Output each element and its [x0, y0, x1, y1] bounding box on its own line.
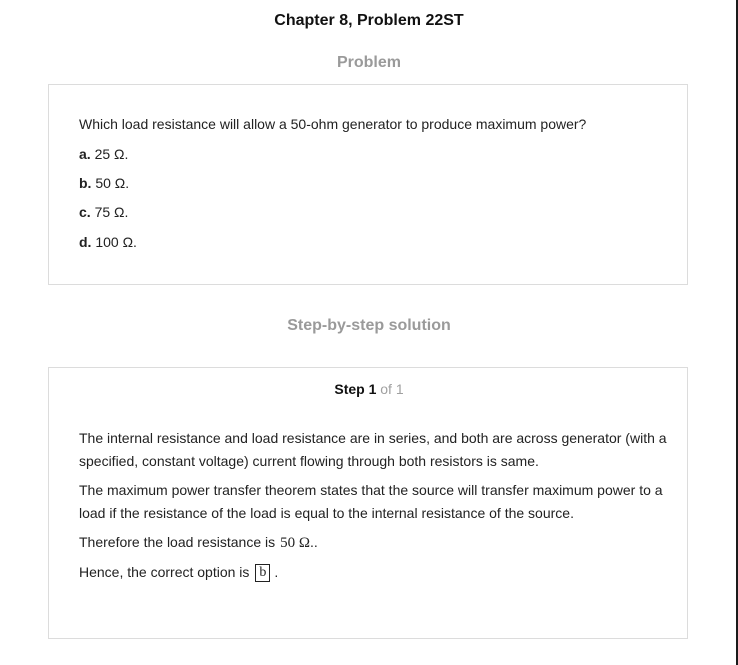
step-count: of 1	[380, 381, 404, 397]
answer-box: b	[255, 564, 270, 582]
option-text: 75 Ω.	[94, 204, 129, 220]
problem-heading: Problem	[336, 54, 401, 71]
load-resistance-value: 50 Ω	[280, 535, 311, 551]
step-label: Step 1	[334, 381, 377, 397]
hence-line	[79, 561, 669, 584]
therefore-line	[79, 531, 669, 555]
option-letter: d.	[79, 234, 92, 250]
option-text: 100 Ω.	[95, 234, 137, 250]
option-letter: a.	[79, 146, 91, 162]
solution-heading: Step-by-step solution	[287, 317, 451, 334]
therefore-suffix: ..	[310, 534, 318, 550]
solution-paragraph: The maximum power transfer theorem states that the source will transfer maximum power to a load if the resistance of the load is equal to the internal resistance of the source.	[79, 482, 663, 521]
step-header	[49, 381, 689, 397]
question-text: Which load resistance will allow a 50-ohm generator to produce maximum power?	[79, 116, 587, 132]
option-text: 50 Ω.	[95, 175, 130, 191]
option-text: 25 Ω.	[94, 146, 129, 162]
option-b	[79, 175, 129, 191]
option-letter: b.	[79, 175, 92, 191]
hence-suffix: .	[274, 564, 279, 580]
option-c	[79, 204, 128, 220]
solution-paragraph: The internal resistance and load resistance are in series, and both are across generator (with a specified, constant voltage) current flowing through both resistors is same.	[79, 430, 667, 469]
hence-text: Hence, the correct option is	[79, 564, 250, 580]
option-a	[79, 146, 128, 162]
problem-card	[48, 84, 688, 285]
solution-card	[48, 367, 688, 639]
option-letter: c.	[79, 204, 91, 220]
page-title: Chapter 8, Problem 22ST	[274, 12, 464, 29]
option-d	[79, 234, 137, 250]
therefore-text: Therefore the load resistance is	[79, 534, 276, 550]
